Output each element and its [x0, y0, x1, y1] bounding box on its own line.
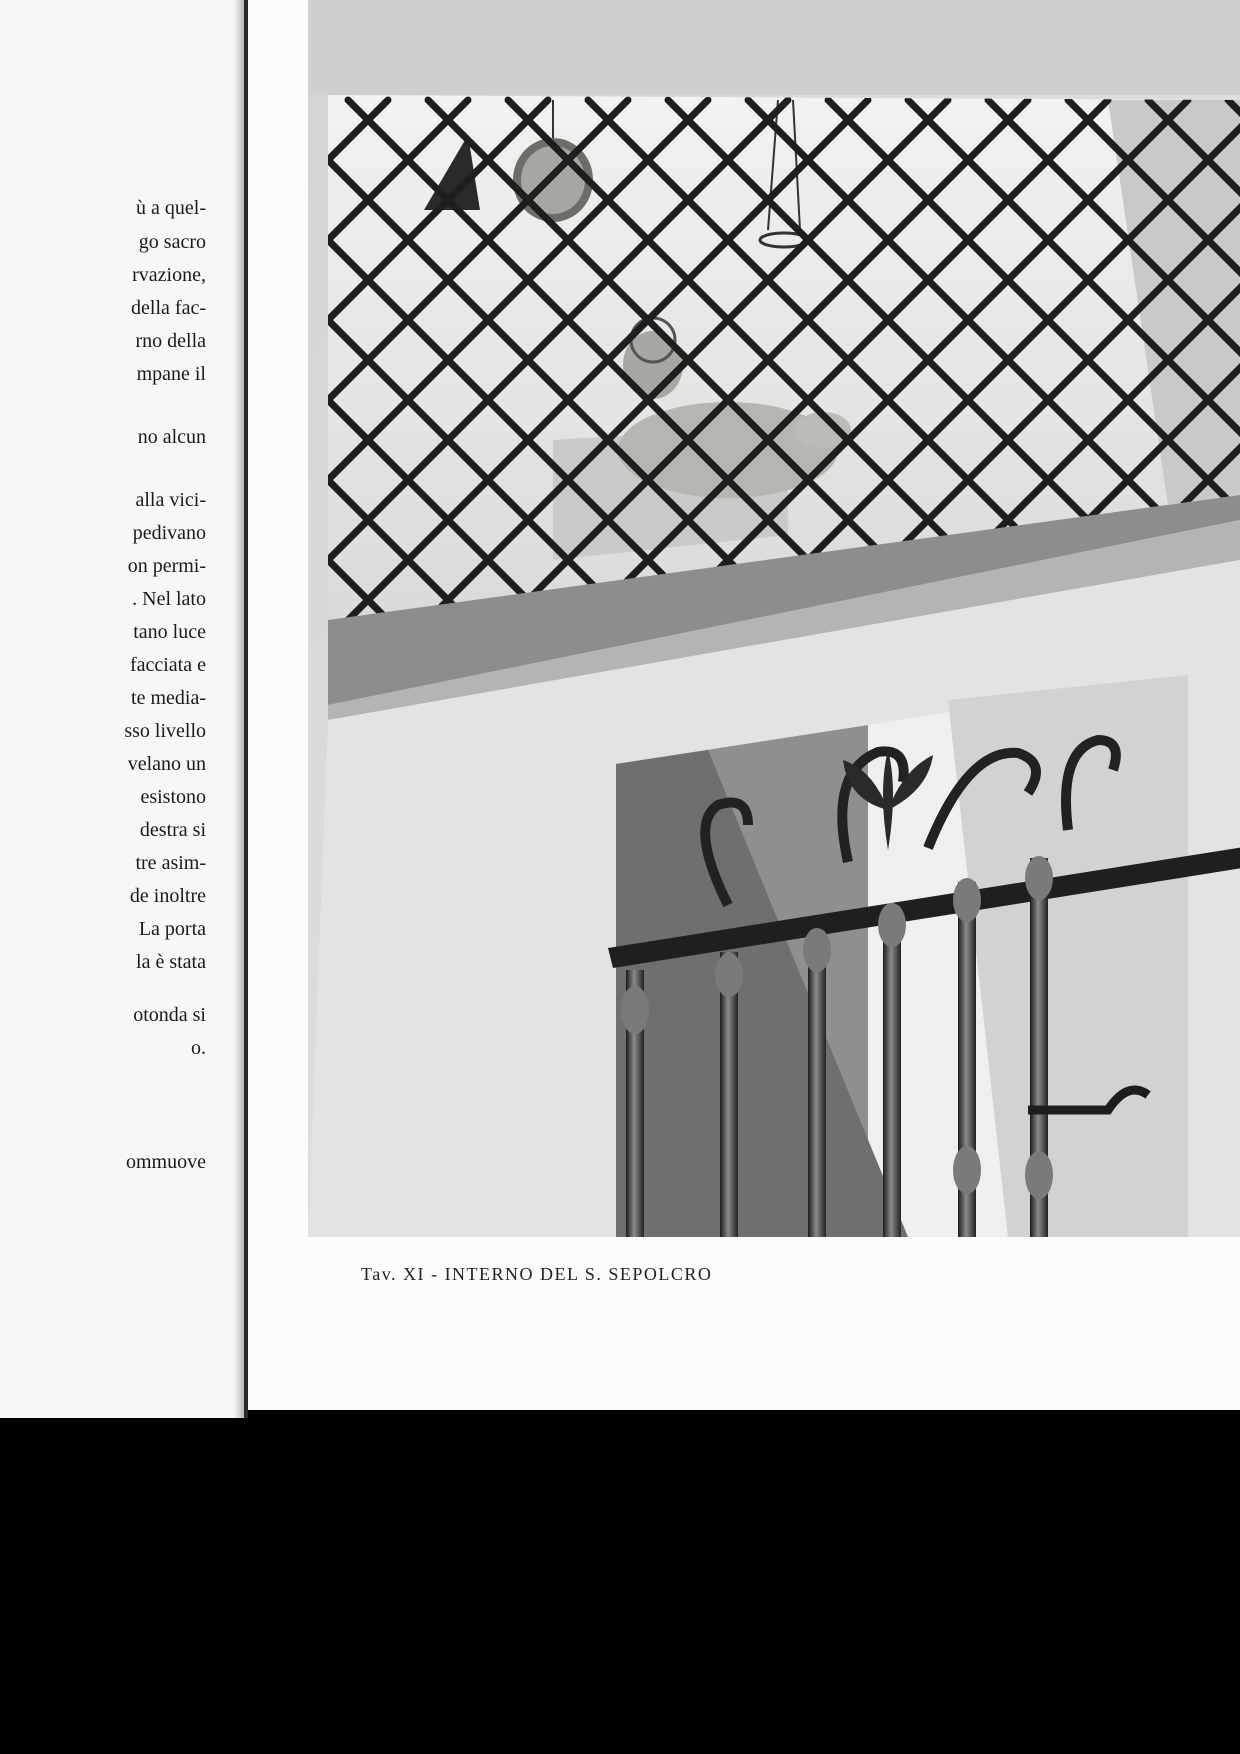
text-line: no alcun: [137, 426, 206, 448]
text-line: ù a quel-: [136, 197, 206, 219]
text-line: pedivano: [132, 522, 206, 544]
caption-prefix: Tav.: [361, 1264, 398, 1284]
text-line: rno della: [135, 330, 206, 352]
caption-number: XI: [403, 1264, 426, 1284]
text-line: rvazione,: [132, 264, 206, 286]
text-line: della fac-: [131, 297, 206, 319]
text-line: de inoltre: [129, 885, 206, 907]
lower-gate: [608, 675, 1240, 1237]
text-line: on permi-: [127, 555, 206, 577]
plate-photograph: [308, 0, 1240, 1237]
text-line: destra si: [139, 819, 206, 841]
gutter-shadow: [234, 0, 244, 1418]
text-line: facciata e: [129, 654, 206, 676]
text-line: sso livello: [124, 720, 206, 742]
right-page: [248, 0, 1240, 1410]
photo-illustration: [308, 0, 1240, 1237]
plate-caption: [361, 1264, 712, 1285]
caption-separator: -: [431, 1264, 439, 1284]
text-line: o.: [191, 1037, 206, 1059]
text-line: go sacro: [138, 231, 206, 253]
text-line: otonda si: [133, 1004, 206, 1026]
text-line: te media-: [131, 687, 206, 709]
text-line: . Nel lato: [132, 588, 206, 610]
caption-title: INTERNO DEL S. SEPOLCRO: [444, 1264, 713, 1284]
text-line: esistono: [140, 786, 206, 808]
text-line: ommuove: [126, 1151, 206, 1173]
text-line: mpane il: [136, 363, 206, 385]
text-line: velano un: [127, 753, 206, 775]
left-page: [0, 0, 244, 1418]
text-line: tano luce: [133, 621, 206, 643]
text-line: tre asim-: [135, 852, 206, 874]
text-line: la è stata: [136, 951, 206, 973]
text-line: La porta: [138, 918, 206, 940]
text-line: alla vici-: [135, 489, 206, 511]
